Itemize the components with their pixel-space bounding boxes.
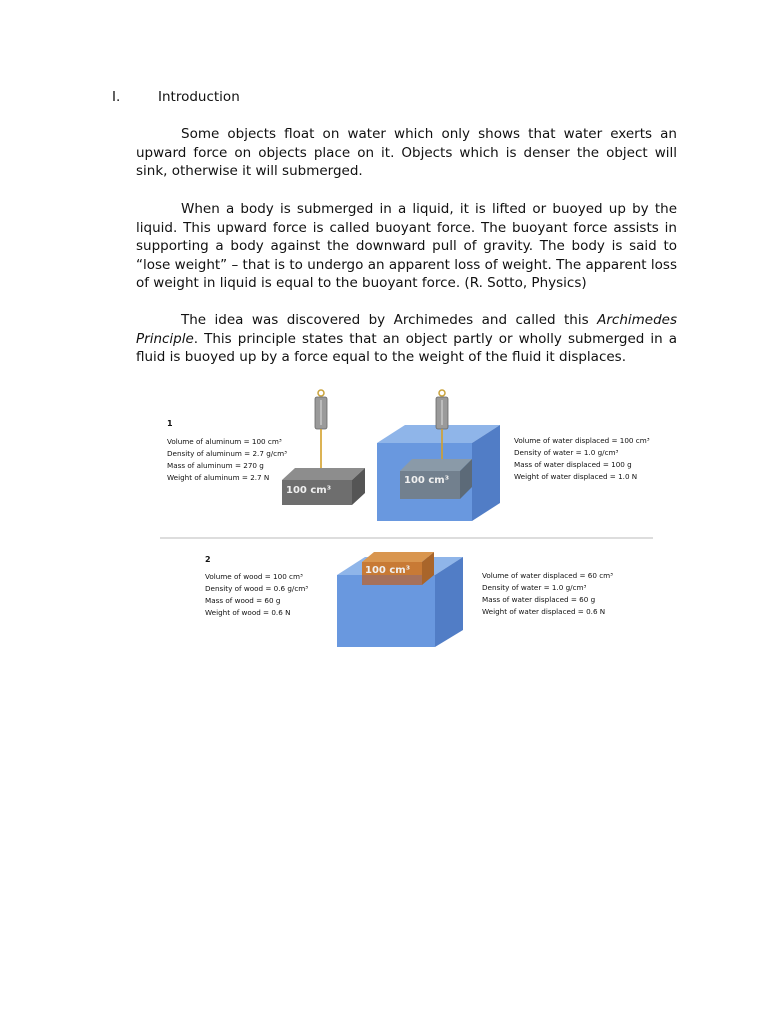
panel2-right-label: Density of water = 1.0 g/cm³	[482, 583, 587, 592]
panel1-number: 1	[167, 419, 173, 428]
panel1-right-label: Mass of water displaced = 100 g	[514, 460, 632, 469]
panel2-left-label: Weight of wood = 0.6 N	[205, 608, 291, 617]
panel2-left-label: Volume of wood = 100 cm³	[205, 572, 303, 581]
panel2-left-label: Mass of wood = 60 g	[205, 596, 281, 605]
submerged-cube-label: 100 cm³	[404, 475, 450, 486]
wood-block	[362, 552, 434, 585]
paragraph-floating-objects: Some objects float on water which only shows that water exerts an upward force on objects place on it. Objects which is denser the object will sink, otherwise it will submerged.	[136, 126, 677, 179]
panel2-right-label: Mass of water displaced = 60 g	[482, 595, 596, 604]
paragraph-buoyant-force: When a body is submerged in a liquid, it is lifted or buoyed up by the liquid. This upward force is called buoyant force. The buoyant force assists in supporting a body against the downward pull of gravity. The body is said to “lose weight” – that is to undergo an apparent loss of weight. The apparent loss of weight in liquid is equal to the buoyant force. (R. Sotto, Physics)	[136, 201, 677, 291]
panel1-left-label: Density of aluminum = 2.7 g/cm³	[167, 449, 288, 458]
panel1-right-label: Weight of water displaced = 1.0 N	[514, 472, 638, 481]
panel2-right-label: Volume of water displaced = 60 cm³	[482, 571, 614, 580]
aluminum-cube	[282, 468, 365, 505]
aluminum-cube-label: 100 cm³	[286, 485, 332, 496]
panel1-left-label: Weight of aluminum = 2.7 N	[167, 473, 270, 482]
section-number: I.	[112, 89, 121, 105]
submerged-aluminum-cube	[400, 459, 472, 499]
paragraph-archimedes-principle	[136, 311, 677, 367]
panel1-left-label: Mass of aluminum = 270 g	[167, 461, 264, 470]
buoyancy-figure	[160, 385, 660, 650]
wood-block-label: 100 cm³	[365, 565, 411, 576]
section-title: Introduction	[158, 89, 240, 105]
p3-text-after: . This principle states that an object partly or wholly submerged in a fluid is buoyed up by a force equal to the weight of the fluid it displaces.	[136, 330, 677, 365]
panel1-right-label: Volume of water displaced = 100 cm³	[514, 436, 650, 445]
panel2-number: 2	[205, 555, 211, 564]
archimedes-principle-term: Archimedes Principle	[136, 312, 677, 347]
panel1-left-label: Volume of aluminum = 100 cm³	[167, 437, 282, 446]
panel2-left-label: Density of wood = 0.6 g/cm³	[205, 584, 309, 593]
panel1-right-label: Density of water = 1.0 g/cm³	[514, 448, 619, 457]
p3-text-before: The idea was discovered by Archimedes and called this	[181, 312, 598, 328]
buoyancy-illustration	[160, 385, 660, 650]
panel2-right-label: Weight of water displaced = 0.6 N	[482, 607, 606, 616]
spring-scale-icon	[315, 390, 327, 470]
